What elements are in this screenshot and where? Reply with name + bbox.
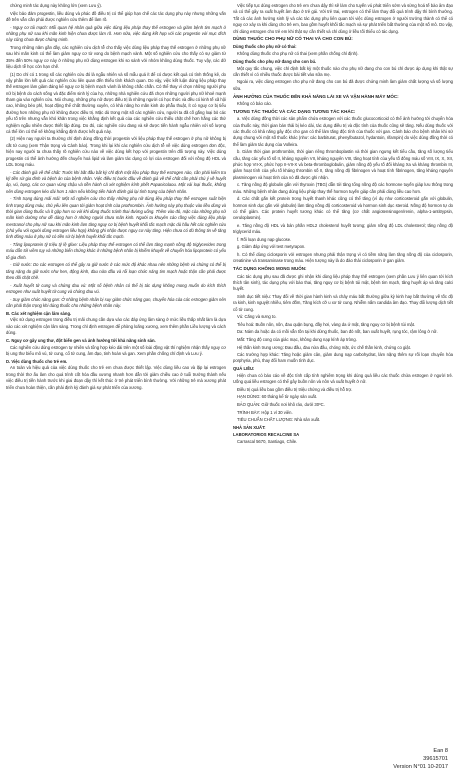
sub-heading: LABORATORIOS RECALCINE SA — [233, 432, 300, 437]
paragraph: g. Giảm đáp ứng với test metyrapon. — [237, 244, 306, 250]
paragraph: chứng minh tác dụng này không lớn (xem Lưu ý). — [10, 3, 102, 8]
italic-paragraph: - Giữ nước: Do các estrogen có thể gây ra giữ nước ở các mức độ khác nhau nên những bệnh và chứng có thể bị tăng nặng do giữ nước như hen, động kinh, đau nửa đầu và rối loạn chức năng tim mạch hoặc thận cần phải được theo dõi chặt chẽ. — [6, 262, 226, 281]
italic-paragraph: - Nguy cơ tái mạch: Mối quan hệ nhân quả giữa việc dùng liệu pháp thay thế estrogen và giảm bệnh tim mạch ở những phụ nữ sau khi mãn kinh hiện chưa được làm rõ. Hơn nữa, việc dùng kết hợp với các progestin với mục đích này cũng chưa được chứng minh. — [6, 24, 226, 43]
sub-heading: C. Nguy cơ gây ung thư, đột biến gen và ảnh hưởng tới khả năng sinh sản. — [6, 337, 156, 343]
paragraph: TRÌNH BÀY: Hộp 1 vỉ 30 viên. — [237, 409, 293, 415]
paragraph: Một quy tắc chung, việc chỉ định bất kỳ một thuốc nào cho phụ nữ đang cho con bú chỉ được áp dụng khi thật sự cần thiết vì có nhiều thuốc được bài tiết vào sữa mẹ. — [233, 65, 453, 77]
paragraph: Các trường hợp khác: Tăng hoặc giảm cân, giảm dung nạp carbohydrat, làm nặng thêm sự rối loạn chuyển hóa porphyria, phù, thay đổi ham muốn tình dục. — [233, 352, 453, 364]
paragraph: An toàn và hiệu quả của việc dùng thuốc cho trẻ em chưa được thiết lập. Việc dùng liều cao và lặp lại estrogen trong thời thơ ấu làm cho quá trình cốt hóa đầu xương nhanh hơn dẫn tới giảm chiều cao ở tuổi trưởng thành nếu việc điều trị tiền hành trước khi giai đoạn dậy thì kết thúc ở trẻ phát triển bình thường. Với những trẻ mà xương phát triển chưa hoàn thiện, cần phải định kỳ đánh giá sự phát triển của xương. — [6, 365, 226, 390]
italic-paragraph: - Tăng lipoprotein tỷ triệu tỷ lệ glixe: Liệu pháp thay thế estrogen có thể làm tăng mạnh nồng độ triglycerides trong máu dẫn tới viêm tụy và những biến chứng khác ở những bệnh nhân bị khiếm khuyết về chuyển hóa lipoprotein có yếu tố gia đình. — [6, 242, 226, 260]
paragraph: Trong những năm gần đây, các nghiên cứu dịch tễ cho thấy việc dùng liệu pháp thay thế estrogen ở những phụ nữ sau khi mãn kinh có thể làm giảm nguy cơ tử vong do bệnh mạch vành. Một số nghiên cứu cho thấy có sự giảm từ 35% đến 50% nguy cơ này ở những phụ nữ dùng estrogen khi so sánh với nhóm không dùng thuốc. Tuy vậy, các dữ liệu dịch tễ học còn hạn chế. — [6, 44, 226, 69]
sub-heading: D. Việc dùng thuốc cho trẻ em. — [6, 358, 68, 364]
leaflet-columns — [6, 3, 454, 446]
italic-paragraph: - Các đánh giá về thể chất: Trước khi bắt đầu bất kỳ chỉ định một liệu pháp thay thế estrogen nào, cần phải kiểm tra kỹ tiền sử gia đình và bệnh án của bệnh nhân. Việc điều trị bước đầu về đánh giá về thể chất cần phải chú ý về huyết áp, vú, bụng, các cơ quan vùng chậu và tiền hành cả xét nghiệm kính phết Papanicolaou. Một vài loại thuốc, không nên dùng estrogen kéo dài hơn 1 năm nếu không tiến hành đánh giá lại tình trạng của bệnh nhân. — [6, 169, 226, 194]
paragraph: c. Tăng nồng độ globulin gắn với thyroxin (TBG) dẫn tới tăng tổng nồng độ các hormone tuyến giáp lưu thông trong máu. Những bệnh nhân đang dùng liệu pháp thay thế hormon tuyến giáp cần phải dùng liều cao hơn. — [233, 182, 453, 194]
paragraph: HẠN DÙNG: 60 tháng kể từ ngày sản xuất. — [237, 394, 318, 400]
paragraph: Tiêu hoá: Buồn nôn, nôn, đau quặn bụng, đầy hơi, vàng da ứ mật, tăng nguy cơ bị bệnh túi mật. — [237, 321, 416, 327]
left-column — [6, 3, 226, 446]
paragraph: Sinh dục tiết niệu: Thay đổi về thời gian hành kinh và chảy máu bất thường giữa kỳ kinh hay bất thường về tốc độ ra kinh, kinh nguyệt nhiều, tiêm đốm, Tăng kích cỡ u xơ tử cung. Nhiễm nấm candida âm đạo. Thay đổi lượng dịch tiết cổ tử cung. — [233, 293, 453, 312]
paragraph: a. Việc dùng đồng thời các sản phẩm chứa estrogen với các thuốc glucocorticoid có thể ảnh hưởng tới chuyển hóa của thuốc này, thời gian bán thải bị kéo dài, tác dụng điều trị và độc tính của thuốc cũng sẽ tăng. Nếu dùng thuốc với các thuốc có khả năng gây độc cho gan có thể làm tăng độc tính của thuốc với gan. Cảnh báo cho bệnh nhân khi sử dụng chung với một số thuốc khác (như: các barbiturat, phenylbutazol, hydantoin, rifampin) do việc dùng đồng thời có thể làm giảm tác dụng của Volleira. — [233, 116, 453, 147]
paragraph: (2) Hiện nay người ta thường chỉ định dùng đồng thời progestin với liệu pháp thay thế estrogen ở phụ nữ không bị cắt tử cung (xem Thận trọng và Cảnh báo). Trong khi lại khi các nghiên cứu dịch tễ về việc dùng estrogen đơn độc, hiện nay người ta chưa thấy rõ nghiên cứu nào về việc dùng kết hợp với progestin trên đối tượng này. Việc dùng progestin có thể ảnh hưởng đến chuyển hoá lipid và làm giảm tác dụng có lợi của estrogen đối với nồng độ HDL và LDL trong máu. — [6, 136, 226, 167]
paragraph: Hiện chưa có báo cáo về độc tính cấp tính nghiêm trọng khi dùng quá liều các thuốc chứa estrogen ở người trẻ. Uống quá liều estrogen có thể gây buồn nôn và nôn và xuất huyết ở nữ. — [233, 372, 453, 385]
paragraph: Việc bảo đảm progestin, liều dùng và phác đồ điều trị có thể giúp hạn chế các tác dụng phụ này nhưng những vấn đề trên vẫn cần phải được nghiên cứu thêm để làm rõ. — [6, 10, 226, 22]
section-heading: TƯƠNG TÁC THUỐC VÀ CÁC DẠNG TƯƠNG TÁC KHÁC: — [233, 108, 356, 114]
paragraph: Các tác dụng phụ sau đã được ghi nhận khi dùng liệu pháp thay thế estrogen (xem phần Lưu ý liên quan tới kích thích tân sinh), tác dụng phụ với bào thai, tăng nguy cơ bị bệnh túi mật, bệnh tim mạch, tăng huyết áp và tăng calci huyết. — [233, 273, 453, 292]
paragraph: Hệ thần kinh trung ương: Đau đầu, đau nửa đầu, chóng mặt, ức chế thần kinh, chứng co giật. — [237, 344, 411, 350]
version-footer — [393, 747, 448, 771]
sub-heading: Dùng thuốc cho phụ nữ có thai: — [233, 44, 297, 50]
section-heading: DÙNG THUỐC CHO PHỤ NỮ CÓ THAI VÀ CHO CON BÚ: — [233, 36, 353, 42]
section-heading: ẢNH HƯỞNG CỦA THUỐC ĐẾN KHẢ NĂNG LÁI XE VÀ VẬN HÀNH MÁY MÓC: — [233, 93, 399, 99]
paragraph: Mắt: Tăng độ cong của giác mạc, không dung nạp kính áp tròng. — [237, 336, 357, 342]
paragraph: Ngoài ra, việc dùng estrogen cho phụ nữ đang cho con bú đã được chứng minh làm giảm chất lượng và số lượng sữa. — [233, 79, 453, 91]
italic-paragraph: - Suy giảm chức năng gan: Ở những bệnh nhân bị suy giảm chức năng gan, chuyển hóa của các estrogen giảm nên cần phải thận trọng khi dùng thuốc cho những bệnh nhân này. — [6, 296, 226, 308]
paragraph: Carrascal 5670, Santiago, Chile. — [237, 438, 298, 444]
paragraph: h. Có thể dùng ciclosporin với estrogen nhưng phải thận trọng vì có tiềm năng làm tăng nồng độ của ciclosporin, creatinine và transaminase trong máu. Hiện tượng này là do đào thải ciclosporin ở gan giảm. — [233, 252, 453, 264]
paragraph: Không có báo cáo. — [237, 101, 272, 107]
sub-heading: Dùng thuốc cho phụ nữ đang cho con bú. — [233, 58, 317, 64]
paragraph: Việc sử dụng estrogen trong điều trị mãi chung cần dựa vào các đáp ứng lâm sàng ở mức liều thấp nhất làm là dựa vào các xét nghiệm cận lâm sàng. Trong chỉ định estrogen để phòng loãng xương, xem thêm phần Liều lượng và cách dùng. — [6, 317, 226, 336]
paragraph: Việc tiếp tục dùng estrogen cho trẻ em chưa dậy thì sẽ làm cho tuyến vú phát triển sớm và sừng hoá tế bào âm đạo và có thể gây ra xuất huyết âm đạo ở trẻ gái. Với trẻ trai, estrogen có thể làm thay đổi quá trình dậy thì bình thường. Tất cả các ảnh hưởng sinh lý và các tác dụng phụ liên quan tới việc dùng estrogen ở người trưởng thành có thể có nguy cơ xảy ra khi dùng cho trẻ em, bao gồm huyết khối tắc mạch và sự phát triển bất thường của một số mô. Do vậy, chỉ dùng estrogen cho trẻ em khi thật sự cần thiết và chỉ dùng ở liều tối thiểu có tác dụng. — [233, 3, 453, 34]
paragraph: e. Tăng nồng độ HDL và bán phần HDL2 cholesterol huyết tương; giảm nồng độ LDL cholesterol; tăng nồng độ triglycerid máu. — [233, 222, 453, 235]
paragraph: BẢO QUẢN: Giữ thuốc nơi khô ráo, dưới 30ºC. — [237, 401, 325, 407]
right-column — [233, 3, 453, 446]
paragraph: f. Rối loạn dung nạp glucose. — [237, 236, 292, 242]
paragraph: Các nghiên cứu dùng estrogen tự nhiên và tổng hợp kéo dài trên một số loài động vật thí nghiệm nhận thấy nguy cơ bị ung thư biểu mô vú, tử cung, cổ tử cung, âm đạo, tinh hoàn và gan. Xem phần chống chỉ định và Lưu ý. — [6, 344, 226, 356]
sub-heading: NHÀ SẢN XUẤT: — [233, 424, 266, 430]
paragraph: (1) Do chỉ có 1 trong số các nghiên cứu đó là ngẫu nhiên và số mẫu quá ít để có được kết quả có tính thống kê, do vậy phần lớn kết quả các nghiên cứu liên quan đến thiếu tính khách quan. Do vậy, việc kết luận dùng liệu pháp thay thế estrogen làm giảm đáng kể nguy cơ bị bệnh mạch vành là không chắc chắn. Có thể thay vì chọn những người phụ nữ bị bệnh do cách sống và đặc điểm sinh lý của họ, những nhà nghiên cứu đã chọn những người phụ nữ khoẻ mạnh tham gia vào nghiên cứu. Nói chung, những phụ nữ được điều trị là những người có học thức và đều có kinh tế xã hội cao, không béo phì, hoạt động thể chất thường xuyên, có khả năng ho mãn kinh do phẫu thuật, ít có nguy cơ bị tiểu đường hơn những phụ nữ không được điều trị. Mặc dù trong một số các nghiên cứu, người ta đã cố gắng loại bỏ các yếu tố trên nhưng vẫn khó khăn trong việc khẳng định kết quả của các nghiên cứu thiếu chặt chẽ hơn hẳng các thử nghiệm ngẫu nhiên được thiết lập đúng. Do đó, các nghiên cứu đang và sẽ được tiến hành ngẫu nhiên với số lượng cá thể lớn có thể sẽ không khẳng định được kết quả này. — [6, 71, 226, 134]
paragraph: d. Các chất gắn kết protein trong huyết thanh khác cũng có thể tăng (ví dụ như corticosteroid gắn với globulin, hormon sinh dục gắn với globulin) làm tăng nồng độ corticosteroid và hormon sinh dục steroid. Nồng độ hormon tự do có thể giảm. Các protein huyết tương khác có thể tăng (cơ chất angiotensinogen/renin, alpha-1-antitrypsin, ceruloplasmin). — [233, 196, 453, 221]
paragraph: b. Giảm thời gian prothrombin, thời gian riêng thromboplastin và thời gian ngưng kết tiểu cầu, tăng số lượng tiểu cầu, tăng các yếu tố số II, kháng nguyên VII, kháng nguyên VIII, tăng hoạt tính của yếu tố đông máu số VIII, IX, X, XII, phức hợp VII-X, phức hợp II-VII-X và beta-thromboglobulin, giảm nồng độ yếu tố đối kháng Xa và kháng thrombin III, giảm hoạt tính của yếu tố kháng thrombin số II, tăng nồng độ fibrinogen và hoạt tính fibrinogen, tăng kháng nguyên plasminogen và hoạt tính của nó đã được ghi nhận. — [233, 149, 453, 180]
ean-label: Ean 8 — [433, 747, 448, 754]
sub-heading: QUÁ LIỀU: — [233, 366, 255, 371]
paragraph: TIÊU CHUẨN CHẤT LƯỢNG: Nhà sản xuất. — [237, 417, 321, 423]
paragraph: Vú: Căng và sưng to. — [237, 314, 277, 320]
paragraph: Điều trị quá liều bao gồm điều trị triệu chứng và điều trị hỗ trợ. — [237, 386, 353, 392]
paragraph: Không dùng thuốc cho phụ nữ có thai (xem phần chống chỉ định). — [237, 51, 359, 57]
version-label: Version N°01 10-2017 — [393, 763, 448, 770]
italic-paragraph: - Tình trạng dùng mãi mãi: Một số nghiên cứu cho thấy những phụ nữ dùng liệu pháp thay thế estrogen suất hiện tình trạng dùng máu, chủ yếu liên quan tới giảm hoạt tính của prothrombin. Ảnh hưởng này phụ thuộc vào liều dùng và thời gian dùng thuốc và ít gặp hơn so với khi dùng thuốc tránh thai đường uống. Thêm vào đó, mặc của những phụ nữ mãn kinh dường như dễ dàng hơn ở những người chưa mãn kinh. Người ta khuyên cáo rằng việc dùng liệu pháp mestranol cho phụ nữ sau khi mãn kinh làm tăng nguy cơ bị bệnh huyết khối tắc mạch mặc dù hầu hết các nghiên cứu (chủ yếu với người dùng estrogen liều hợp) không ghi nhận được nguy cơ này tăng. Hiện chưa có đủ thông tin về tăng tình đông máu ở phụ nữ có tiền sử bị bệnh huyết khối tắc mạch. — [6, 196, 226, 240]
sub-heading: B. Các xét nghiệm cận lâm sàng. — [6, 310, 72, 316]
section-heading: TÁC DỤNG KHÔNG MONG MUỐN: — [233, 266, 307, 272]
ean-code: 39615701 — [423, 755, 448, 762]
paragraph: Da: Nám da hoặc da có mồi vẫn tồn tại khi dừng thuốc, ban đỏ nốt, ban xuất huyết, rụng tóc, rậm lông ở nữ. — [237, 329, 438, 335]
italic-paragraph: - Xuất huyết tử cung và chứng đau vú: Một số bệnh nhân có thể bị tác dụng không mong muốn do kích thích estrogen như xuất huyết tử cung và chứng đau vú. — [6, 282, 226, 294]
